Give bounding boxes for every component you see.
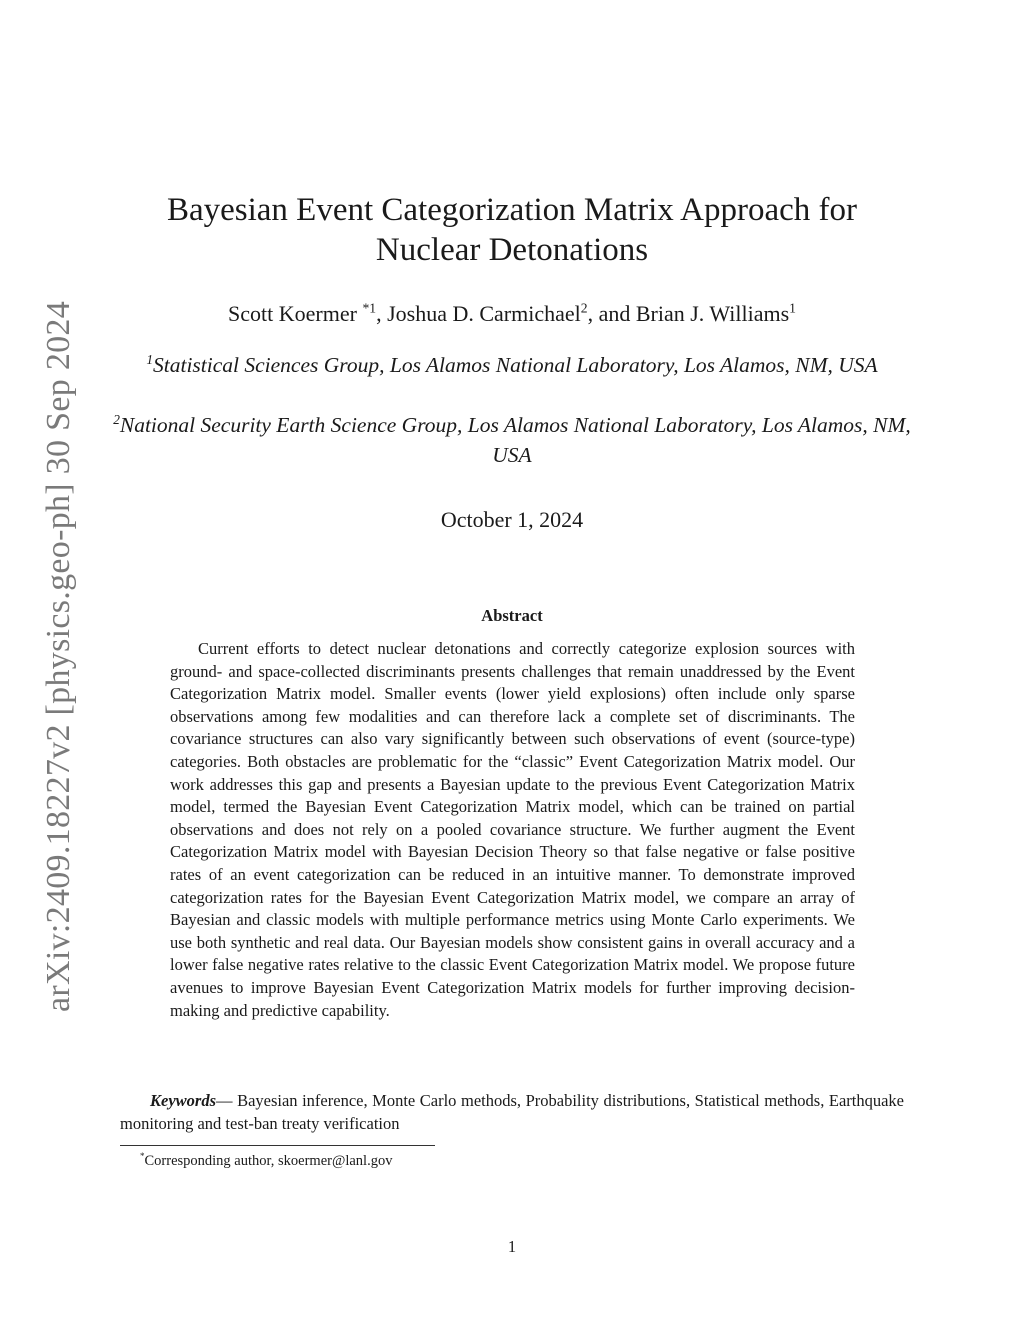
author-name: Brian J. Williams — [635, 301, 790, 326]
footnote — [140, 1151, 392, 1171]
keywords-dash: — — [216, 1091, 238, 1110]
abstract-heading: Abstract — [481, 606, 543, 625]
footnote-mark: * — [140, 1151, 145, 1162]
author-separator: , — [376, 301, 388, 326]
affiliation-mark: 2 — [113, 411, 120, 427]
keywords-label: Keywords — [150, 1091, 216, 1110]
author-separator: , and — [587, 301, 636, 326]
author-affiliation-mark: *1 — [362, 300, 377, 316]
publication-date: October 1, 2024 — [440, 507, 584, 532]
author-list — [100, 300, 924, 328]
author-affiliation-mark: 2 — [580, 300, 588, 316]
affiliation-text: National Security Earth Science Group, Los Alamos National Laboratory, Los Alamos, NM, USA — [119, 413, 911, 467]
author-name: Scott Koermer — [228, 301, 357, 326]
footnote-divider — [120, 1145, 435, 1146]
abstract-body: Current efforts to detect nuclear detonations and correctly categorize explosion sources with ground- and space-collected discriminants presents challenges that remain unaddressed by the Event Categorization Matrix model. Smaller events (lower yield explosions) often include only sparse observations among few modalities and can therefore lack a complete set of discriminants. The covariance structures can also vary significantly between such observations of event (source-type) categories. Both obstacles are problematic for the “classic” Event Categorization Matrix model. Our work addresses this gap and presents a Bayesian update to the previous Event Categorization Matrix model, termed the Bayesian Event Categorization Matrix model, which can be trained on partial observations and does not rely on a pooled covariance structure. We further augment the Event Categorization Matrix model with Bayesian Decision Theory so that false negative or false positive rates of an event categorization can be reduced in an intuitive manner. To demonstrate improved categorization rates for the Bayesian Event Categorization Matrix model, we compare an array of Bayesian and classic models with multiple performance metrics using Monte Carlo experiments. We use both synthetic and real data. Our Bayesian models show consistent gains in overall accuracy and a lower false negative rates relative to the classic Event Categorization Matrix model. We propose future avenues to improve Bayesian Event Categorization Matrix models for further improving decision-making and predictive capability. — [170, 639, 855, 1020]
page-number: 1 — [507, 1237, 517, 1256]
author-affiliation-mark: 1 — [789, 300, 796, 316]
arxiv-identifier: arXiv:2409.18227v2 [physics.geo-ph] 30 Sep 2024 — [40, 300, 77, 1012]
affiliation-mark: 1 — [146, 351, 153, 367]
keywords-list: Bayesian inference, Monte Carlo methods, Probability distributions, Statistical methods, Earthquake monitoring and test-ban treaty verification — [120, 1091, 905, 1133]
affiliation-1 — [110, 350, 914, 380]
paper-title: Bayesian Event Categorization Matrix Approach for Nuclear Detonations — [166, 192, 858, 268]
author-name: Joshua D. Carmichael — [387, 301, 581, 326]
affiliation-text: Statistical Sciences Group, Los Alamos National Laboratory, Los Alamos, NM, USA — [153, 353, 878, 377]
keywords — [120, 1090, 904, 1135]
footnote-text: Corresponding author, skoermer@lanl.gov — [144, 1153, 393, 1169]
affiliation-2 — [110, 410, 914, 470]
